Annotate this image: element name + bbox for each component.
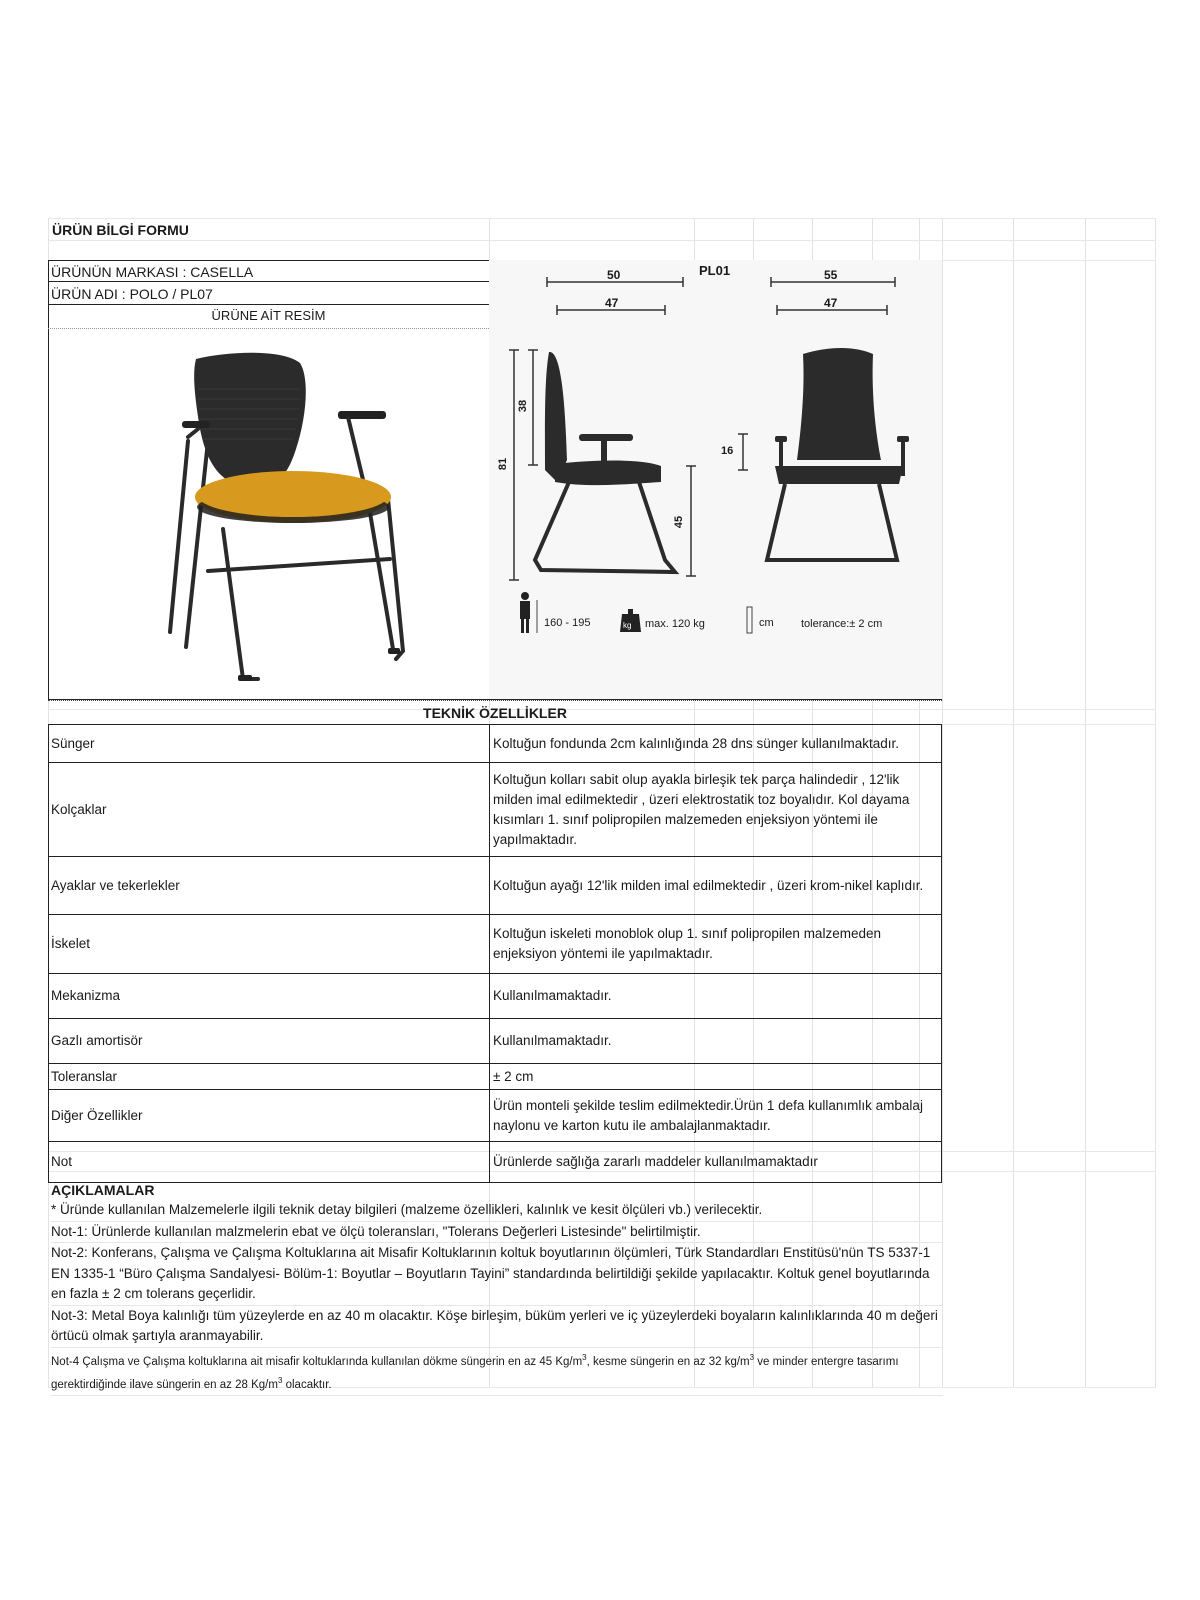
spec-label: Sünger	[49, 725, 490, 763]
spec-label: Not	[49, 1142, 490, 1183]
spec-value: Koltuğun fondunda 2cm kalınlığında 28 dns sünger kullanılmaktadır.	[490, 725, 942, 763]
dim-front-outer: 55	[824, 268, 838, 282]
table-row	[49, 974, 942, 1019]
superscript: 3	[582, 1352, 587, 1362]
spec-value: ± 2 cm	[490, 1064, 942, 1090]
notes-title: AÇIKLAMALAR	[51, 1182, 155, 1198]
spec-label: Toleranslar	[49, 1064, 490, 1090]
notes-section	[51, 1182, 943, 1396]
chair-photo-illustration	[48, 329, 489, 699]
user-height-range: 160 - 195	[544, 617, 591, 629]
dim-front-inner: 47	[824, 296, 838, 310]
specs-section-title: TEKNİK ÖZELLİKLER	[48, 700, 942, 721]
image-header: ÜRÜNE AİT RESİM	[211, 308, 326, 323]
spec-value: Koltuğun kolları sabit olup ayakla birleşik tek parça halindedir , 12'lik milden imal edilmektedir , üzeri elektrostatik toz boyalıdır. Kol dayama kısımları 1. sınıf polipropilen malzemeden enjeksiyon yöntemi ile yapılmaktadır.	[490, 763, 942, 857]
table-row	[49, 725, 942, 763]
superscript: 3	[277, 1376, 283, 1386]
table-row	[49, 857, 942, 915]
spec-value: Koltuğun iskeleti monoblok olup 1. sınıf polipropilen malzemeden enjeksiyon yöntemi ile yapılmaktadır.	[490, 915, 942, 974]
note-4-part: ve minder entergre tasarımı gerektirdiğinde ilave süngerin en az 28 Kg/m	[51, 1355, 899, 1392]
note-4-part: olacaktır.	[282, 1379, 332, 1392]
dim-total-height: 81	[497, 457, 510, 471]
dim-arm-height: 16	[721, 445, 734, 457]
dim-seat-height: 45	[673, 515, 686, 529]
product-name-line: ÜRÜN ADI : POLO / PL07	[51, 286, 213, 302]
notes-intro: * Üründe kullanılan Malzemelerle ilgili teknik detay bilgileri (malzeme özellikleri, kalınlık ve kesit ölçüleri vb.) verilecektir.	[51, 1200, 943, 1222]
spec-label: Gazlı amortisör	[49, 1019, 490, 1064]
unit-label: cm	[759, 617, 774, 629]
form-title: ÜRÜN BİLGİ FORMU	[52, 222, 189, 238]
superscript: 3	[749, 1352, 755, 1362]
spec-label: Ayaklar ve tekerlekler	[49, 857, 490, 915]
table-row	[49, 1142, 942, 1183]
note-2: Not-2: Konferans, Çalışma ve Çalışma Koltuklarına ait Misafir Koltuklarının koltuk boyutlarının ölçümleri, Türk Standardları Enstitüsü'nün TS 5337-1 EN 1335-1 “Büro Çalışma Sandalyesi- Bölüm-1: Boyutlar – Boyutların Tayini” standardında belirtildiği şekilde yapılacaktır. Koltuk genel boyutlarında en fazla ± 2 cm tolerans geçerlidir.	[51, 1243, 943, 1306]
max-weight: max. 120 kg	[645, 618, 705, 630]
table-row	[49, 1090, 942, 1142]
dim-side-inner: 47	[605, 296, 619, 310]
product-photo	[48, 329, 489, 699]
spec-value: Kullanılmamaktadır.	[490, 974, 942, 1019]
spec-label: İskelet	[49, 915, 490, 974]
brand-line: ÜRÜNÜN MARKASI : CASELLA	[51, 264, 254, 280]
table-row	[49, 915, 942, 974]
table-row	[49, 1019, 942, 1064]
model-code: PL01	[699, 263, 731, 278]
note-3: Not-3: Metal Boya kalınlığı tüm yüzeylerde en az 40 m olacaktır. Köşe birleşim, büküm yerleri ve iç yüzeylerdeki boyaların kalınlıklarında 40 m değeri örtücü olmak şartıyla aranmayabilir.	[51, 1306, 943, 1348]
note-4-part: , kesme süngerin en az 32 kg/m	[586, 1355, 750, 1368]
table-row	[49, 1064, 942, 1090]
tolerance-label: tolerance:± 2 cm	[801, 618, 883, 630]
spec-label: Mekanizma	[49, 974, 490, 1019]
spec-value: Ürün monteli şekilde teslim edilmektedir.Ürün 1 defa kullanımlık ambalaj naylonu ve karton kutu ile ambalajlanmaktadır.	[490, 1090, 942, 1142]
dimension-drawing	[489, 260, 942, 699]
spec-value: Kullanılmamaktadır.	[490, 1019, 942, 1064]
weight-icon: kg	[623, 621, 632, 630]
dim-back-height: 38	[517, 399, 530, 413]
note-1: Not-1: Ürünlerde kullanılan malzmelerin ebat ve ölçü toleransları, "Tolerans Değerleri Listesinde" belirtilmiştir.	[51, 1222, 943, 1244]
technical-drawing	[489, 260, 942, 699]
spec-value: Ürünlerde sağlığa zararlı maddeler kullanılmamaktadır	[490, 1142, 942, 1183]
spec-value: Koltuğun ayağı 12'lik milden imal edilmektedir , üzeri krom-nikel kaplıdır.	[490, 857, 942, 915]
specs-table	[48, 724, 942, 1183]
spec-label: Kolçaklar	[49, 763, 490, 857]
dim-side-outer: 50	[607, 268, 621, 282]
note-4-part: Not-4 Çalışma ve Çalışma koltuklarına ait misafir koltuklarında kullanılan dökme süngerin en az 45 Kg/m	[51, 1355, 583, 1368]
table-row	[49, 763, 942, 857]
spec-label: Diğer Özellikler	[49, 1090, 490, 1142]
note-4	[51, 1348, 943, 1397]
